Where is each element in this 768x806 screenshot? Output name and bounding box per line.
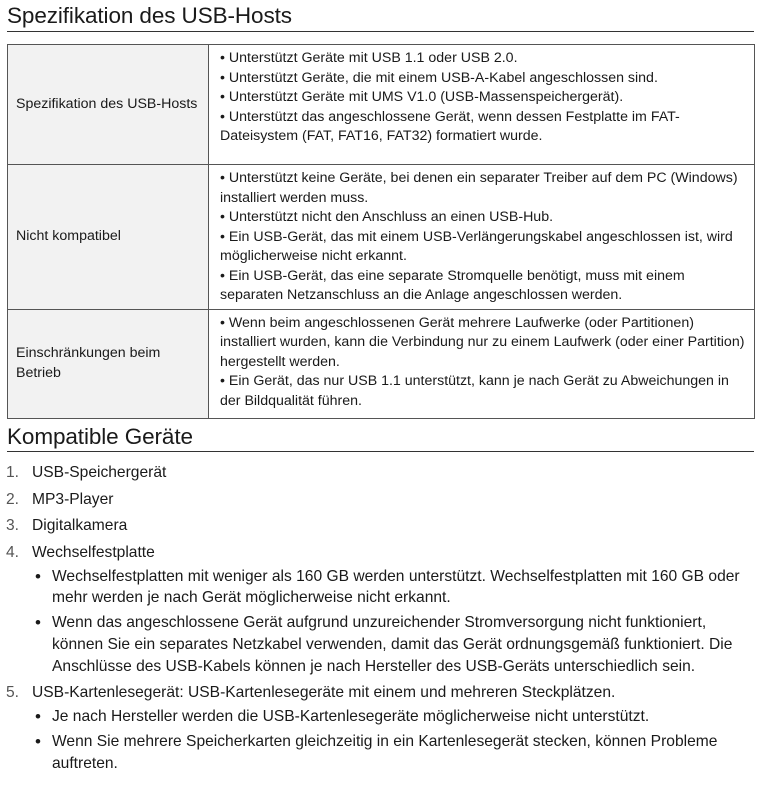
list-item-text: Wechselfestplatte <box>32 543 155 561</box>
list-item <box>0 541 760 678</box>
sub-bullet-item: • Wechselfestplatten mit weniger als 160 GB werden unterstützt. Wechselfestplatten mit 160 GB oder mehr werden je nach Gerät möglicherweise nicht erkannt. <box>32 566 760 610</box>
section-divider <box>7 451 754 452</box>
sub-bullet-list <box>32 566 760 678</box>
spec-bullet: • Unterstützt Geräte mit UMS V1.0 (USB-Massenspeichergerät). <box>220 89 624 105</box>
spec-bullet: • Unterstützt das angeschlossene Gerät, wenn dessen Festplatte im FAT-Dateisystem (FAT, FAT16, FAT32) formatiert wurde. <box>220 108 680 144</box>
spec-bullet: • Wenn beim angeschlossenen Gerät mehrere Laufwerke (oder Partitionen) installiert wurden, kann die Verbindung nur zu einem Laufwerk (oder einer Partition) hergestellt werden. <box>220 314 745 370</box>
spec-bullet: • Unterstützt Geräte, die mit einem USB-A-Kabel angeschlossen sind. <box>220 69 658 86</box>
sub-bullet-item: • Wenn Sie mehrere Speicherkarten gleichzeitig in ein Kartenlesegerät stecken, können Probleme auftreten. <box>32 731 760 775</box>
spec-bullet: • Unterstützt Geräte mit USB 1.1 oder USB 2.0. <box>220 50 518 66</box>
spec-bullet: • Ein USB-Gerät, das eine separate Stromquelle benötigt, muss mit einem separaten Netzanschluss an die Anlage angeschlossen werden. <box>220 267 685 303</box>
section-title-compatible-devices: Kompatible Geräte <box>7 424 193 449</box>
table-row <box>8 309 755 418</box>
list-item <box>0 461 760 484</box>
row-label: Spezifikation des USB-Hosts <box>8 45 209 165</box>
list-item-text: MP3-Player <box>32 490 114 508</box>
list-item-text: USB-Speichergerät <box>32 464 167 481</box>
list-item-text: Digitalkamera <box>32 517 128 534</box>
usb-host-spec-table <box>7 44 755 419</box>
sub-bullet-item: • Wenn das angeschlossene Gerät aufgrund unzureichender Stromversorgung nicht funktioniert, können Sie ein separates Netzkabel verwenden, damit das Gerät ordnungsgemäß funktioniert. Die Anschlüsse des USB-Kabels können je nach Hersteller des USB-Geräts unterschiedlich sein. <box>32 612 760 677</box>
spec-bullet: • Unterstützt keine Geräte, bei denen ein separater Treiber auf dem PC (Windows) installiert werden muss. <box>220 170 738 206</box>
list-number: 3. <box>6 517 20 534</box>
row-content <box>209 309 755 418</box>
list-number: 1. <box>6 464 20 481</box>
list-number: 5. <box>6 683 20 701</box>
table-row <box>8 45 755 165</box>
spec-bullet: • Ein Gerät, das nur USB 1.1 unterstützt, kann je nach Gerät zu Abweichungen in der Bildqualität führen. <box>220 373 729 409</box>
list-item-text: USB-Kartenlesegerät: USB-Kartenlesegeräte mit einem und mehreren Steckplätzen. <box>32 683 616 701</box>
sub-bullet-item: • Je nach Hersteller werden die USB-Kartenlesegeräte möglicherweise nicht unterstützt. <box>32 706 760 728</box>
sub-bullet-list <box>32 706 760 774</box>
list-item <box>0 488 760 511</box>
section-divider <box>7 31 754 32</box>
table-row <box>8 165 755 310</box>
row-content <box>209 45 755 165</box>
row-label: Einschränkungen beim Betrieb <box>8 309 209 418</box>
spec-bullet: • Ein USB-Gerät, das mit einem USB-Verlängerungskabel angeschlossen ist, wird möglicherweise nicht erkannt. <box>220 228 733 264</box>
row-content <box>209 165 755 310</box>
list-item <box>0 681 760 774</box>
list-number: 4. <box>6 543 20 561</box>
spec-bullet: • Unterstützt nicht den Anschluss an einen USB-Hub. <box>220 209 554 225</box>
list-item <box>0 514 760 537</box>
section-title-usb-host-spec: Spezifikation des USB-Hosts <box>7 3 292 28</box>
list-number: 2. <box>6 490 20 508</box>
compatible-devices-list <box>0 461 760 778</box>
row-label: Nicht kompatibel <box>8 165 209 310</box>
